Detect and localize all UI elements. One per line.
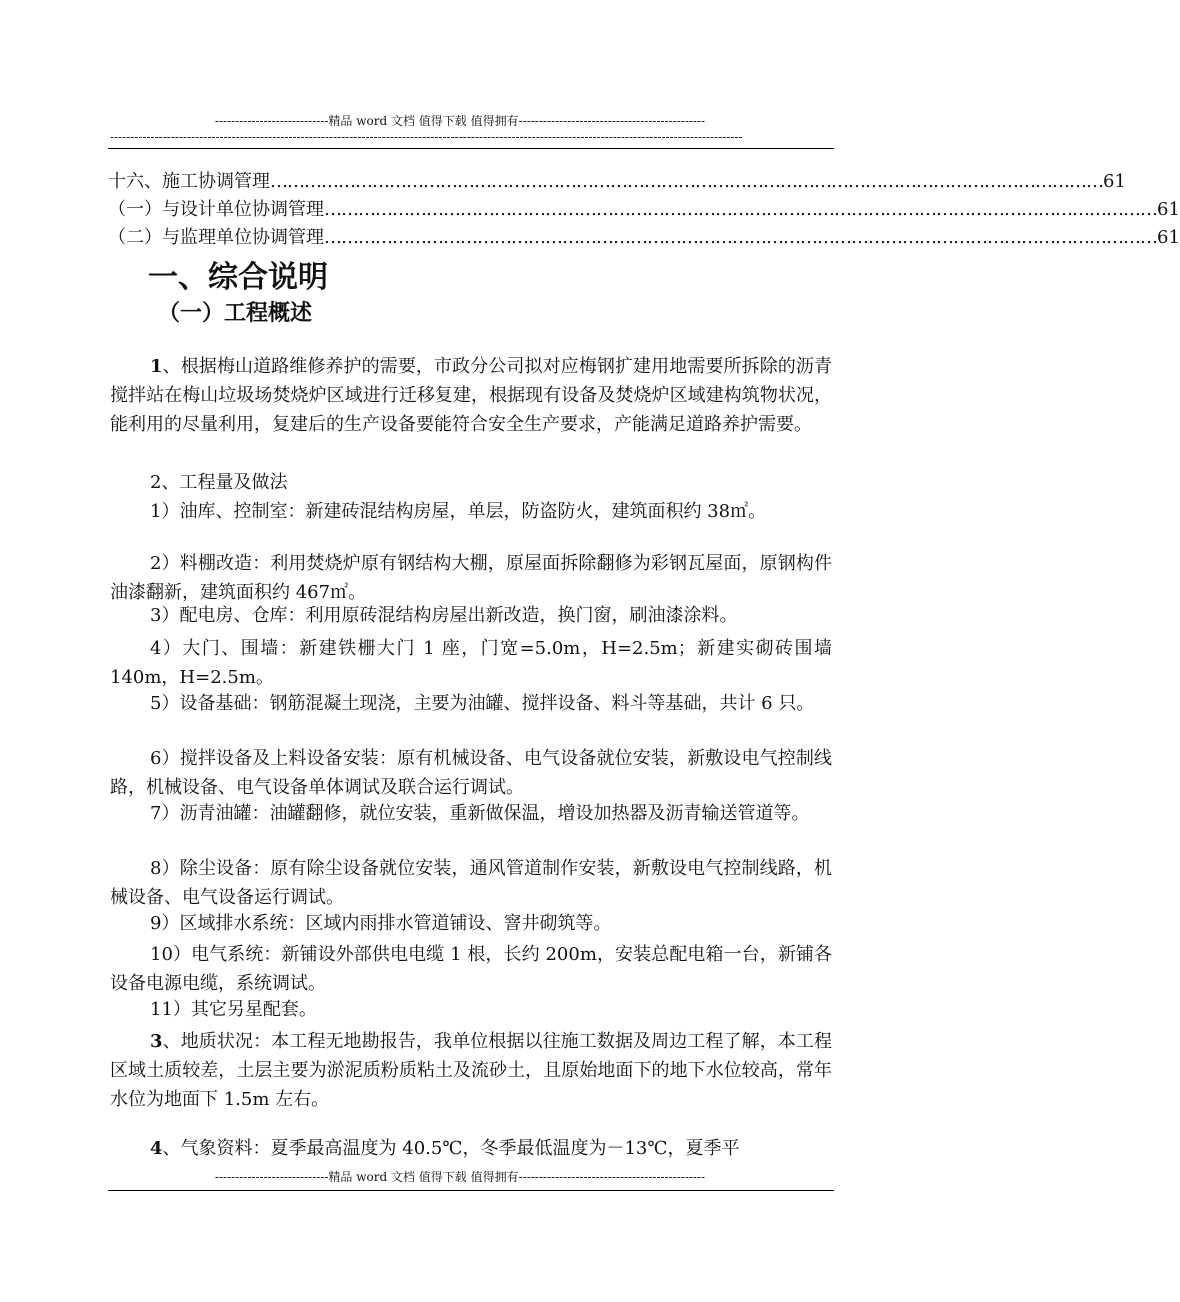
paragraph-geology: [110, 1027, 832, 1114]
page-footer-text: ----------------------------精品 word 文档 值得下载 值得拥有----------------------------------------------: [214, 1170, 706, 1184]
paragraph-scope-title: 2、工程量及做法: [150, 472, 288, 493]
subsection-heading: （一）工程概述: [158, 300, 313, 326]
paragraph-scope-item: 9）区域排水系统：区域内雨排水管道铺设、窨井砌筑等。: [150, 913, 612, 934]
item-number: 4: [150, 1138, 163, 1159]
toc-entry[interactable]: [108, 224, 1180, 252]
paragraph-scope-item: 8）除尘设备：原有除尘设备就位安装，通风管道制作安装，新敷设电气控制线路，机械设备、电气设备运行调试。: [110, 858, 832, 908]
paragraph-scope-item: 1）油库、控制室：新建砖混结构房屋，单层，防盗防火，建筑面积约 38㎡。: [150, 501, 767, 522]
item-number: 1: [150, 356, 163, 377]
header-rule: [108, 148, 834, 149]
paragraph-text: 、气象资料：夏季最高温度为 40.5℃，冬季最低温度为－13℃，夏季平: [162, 1138, 740, 1159]
paragraph-climate: [110, 1134, 832, 1163]
paragraph-text: 、地质状况：本工程无地勘报告，我单位根据以往施工数据及周边工程了解，本工程区域土质较差，土层主要为淤泥质粉质粘土及流砂土，且原始地面下的地下水位较高，常年水位为地面下 1.5m 左右。: [110, 1031, 832, 1110]
toc-page: 61: [1157, 227, 1180, 248]
paragraph-text: 、根据梅山道路维修养护的需要，市政分公司拟对应梅钢扩建用地需要所拆除的沥青搅拌站在梅山垃圾场焚烧炉区域进行迁移复建，根据现有设备及焚烧炉区域建构筑物状况，能利用的尽量利用，复建后的生产设备要能符合安全生产要求，产能满足道路养护需要。: [110, 356, 832, 435]
toc-entry[interactable]: [108, 168, 1126, 196]
item-number: 3: [150, 1031, 163, 1052]
paragraph-scope-item: 3）配电房、仓库：利用原砖混结构房屋出新改造，换门窗，刷油漆涂料。: [150, 605, 738, 626]
paragraph-background: [110, 352, 832, 439]
paragraph-scope-item: 7）沥青油罐：油罐翻修，就位安装，重新做保温，增设加热器及沥青输送管道等。: [150, 803, 810, 824]
toc-leader: …………………………………………………………………………………………………………………………………: [270, 171, 1103, 192]
footer-rule: [108, 1190, 834, 1191]
paragraph-scope-item: 11）其它另星配套。: [150, 999, 317, 1020]
section-heading: 一、综合说明: [148, 260, 328, 295]
toc-leader: …………………………………………………………………………………………………………………………………: [324, 227, 1157, 248]
toc-title: 十六、施工协调管理: [108, 171, 270, 192]
paragraph-scope-item: 4）大门、围墙：新建铁栅大门 1 座，门宽=5.0m，H=2.5m；新建实砌砖围墙 140m，H=2.5m。: [110, 638, 832, 688]
paragraph-scope-item: 6）搅拌设备及上料设备安装：原有机械设备、电气设备就位安装，新敷设电气控制线路，机械设备、电气设备单体调试及联合运行调试。: [110, 748, 832, 798]
paragraph-scope-item: 10）电气系统：新铺设外部供电电缆 1 根，长约 200m，安装总配电箱一台，新铺各设备电源电缆，系统调试。: [110, 944, 832, 994]
toc-page: 61: [1103, 171, 1126, 192]
paragraph-scope-item: 5）设备基础：钢筋混凝土现浇，主要为油罐、搅拌设备、料斗等基础，共计 6 只。: [150, 693, 815, 714]
paragraph-scope-item: 2）料棚改造：利用焚烧炉原有钢结构大棚，原屋面拆除翻修为彩钢瓦屋面，原钢构件油漆翻新，建筑面积约 467㎡。: [110, 553, 832, 603]
page-header-text: ----------------------------精品 word 文档 值得下载 值得拥有----------------------------------------------: [214, 114, 706, 128]
toc-entry[interactable]: [108, 196, 1180, 224]
page-header-dashes: ------------------------------------------------------------------------------------------------------------------------------------------------------------: [110, 130, 743, 144]
toc-page: 61: [1157, 199, 1180, 220]
toc-title: （二）与监理单位协调管理: [108, 227, 324, 248]
toc-title: （一）与设计单位协调管理: [108, 199, 324, 220]
toc-leader: …………………………………………………………………………………………………………………………………: [324, 199, 1157, 220]
